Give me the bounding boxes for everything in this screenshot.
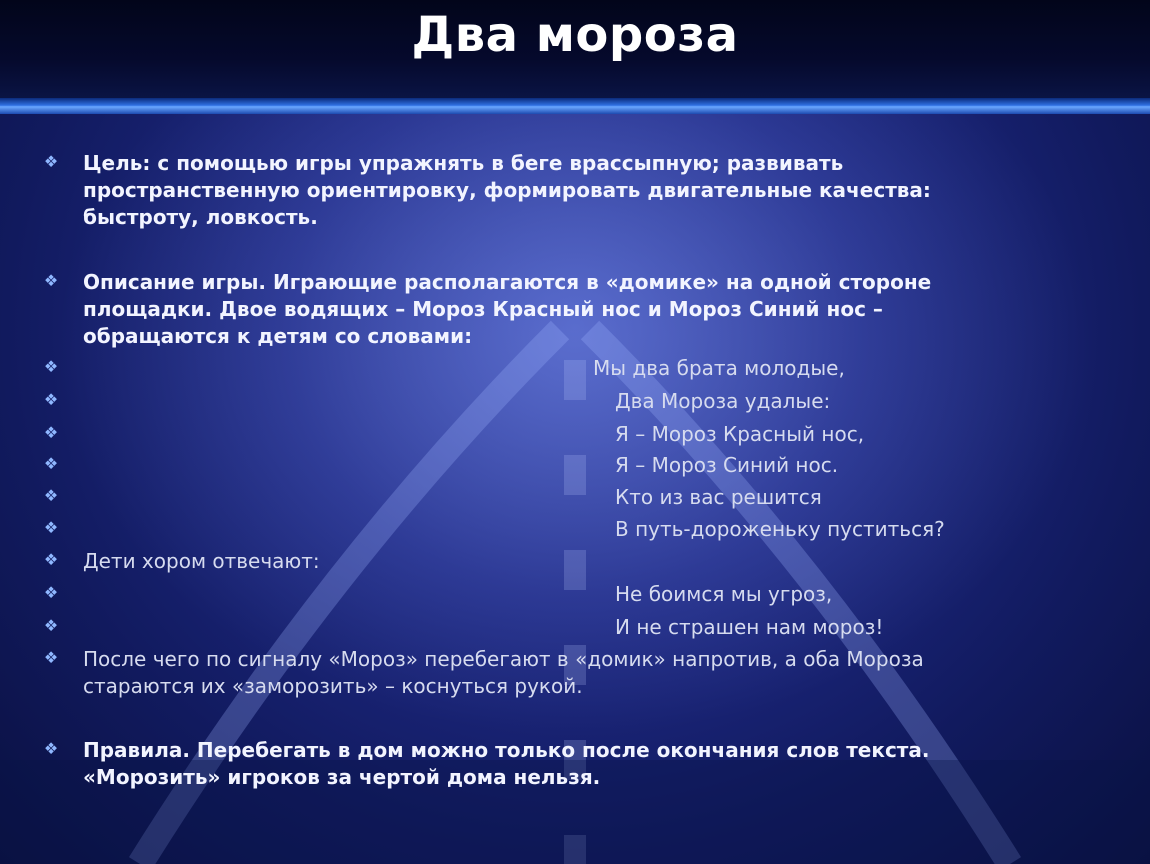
description-text bbox=[83, 269, 1083, 350]
diamond-cluster-icon: ❖ bbox=[43, 583, 59, 602]
poem-line: Кто из вас решится bbox=[615, 485, 822, 509]
goal-text bbox=[83, 150, 1083, 231]
poem-line: В путь-дороженьку пуститься? bbox=[615, 517, 945, 541]
rules-line: «Морозить» игроков за чертой дома нельзя. bbox=[83, 765, 601, 789]
description-line: площадки. Двое водящих – Мороз Красный нос и Мороз Синий нос – bbox=[83, 297, 883, 321]
after-line: После чего по сигналу «Мороз» перебегают в «домик» напротив, а оба Мороза bbox=[83, 647, 924, 671]
diamond-cluster-icon: ❖ bbox=[43, 271, 59, 290]
diamond-cluster-icon: ❖ bbox=[43, 616, 59, 635]
rules-line: Правила. Перебегать в дом можно только после окончания слов текста. bbox=[83, 738, 930, 762]
reply-line: Не боимся мы угроз, bbox=[615, 582, 833, 606]
title-bar bbox=[0, 0, 1150, 98]
children-intro-text: Дети хором отвечают: bbox=[83, 549, 320, 573]
goal-line: Цель: с помощью игры упражнять в беге врассыпную; развивать bbox=[83, 151, 844, 175]
diamond-cluster-icon: ❖ bbox=[43, 423, 59, 442]
poem-line: Я – Мороз Красный нос, bbox=[615, 422, 865, 446]
diamond-cluster-icon: ❖ bbox=[43, 550, 59, 569]
diamond-cluster-icon: ❖ bbox=[43, 739, 59, 758]
diamond-cluster-icon: ❖ bbox=[43, 390, 59, 409]
poem-line: Я – Мороз Синий нос. bbox=[615, 453, 839, 477]
diamond-cluster-icon: ❖ bbox=[43, 454, 59, 473]
diamond-cluster-icon: ❖ bbox=[43, 357, 59, 376]
rules-text bbox=[83, 737, 1083, 791]
goal-line: пространственную ориентировку, формировать двигательные качества: bbox=[83, 178, 931, 202]
poem-line: Два Мороза удалые: bbox=[615, 389, 831, 413]
reply-line: И не страшен нам мороз! bbox=[615, 615, 884, 639]
accent-stripe bbox=[0, 98, 1150, 114]
after-line: стараются их «заморозить» – коснуться рукой. bbox=[83, 674, 583, 698]
description-line: Описание игры. Играющие располагаются в «домике» на одной стороне bbox=[83, 270, 932, 294]
poem-line: Мы два брата молодые, bbox=[593, 356, 845, 380]
after-text bbox=[83, 646, 1083, 700]
diamond-cluster-icon: ❖ bbox=[43, 518, 59, 537]
description-line: обращаются к детям со словами: bbox=[83, 324, 473, 348]
diamond-cluster-icon: ❖ bbox=[43, 152, 59, 171]
goal-line: быстроту, ловкость. bbox=[83, 205, 318, 229]
page-title: Два мороза bbox=[411, 7, 739, 63]
diamond-cluster-icon: ❖ bbox=[43, 648, 59, 667]
diamond-cluster-icon: ❖ bbox=[43, 486, 59, 505]
